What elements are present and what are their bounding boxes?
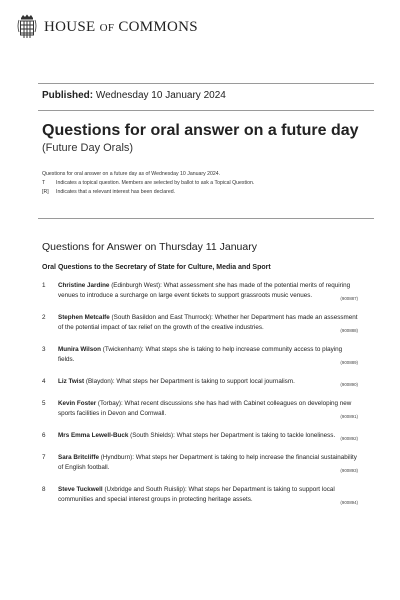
published-line — [42, 90, 226, 101]
section-heading: Questions for Answer on Thursday 11 January — [42, 241, 257, 253]
published-label: Published: — [42, 90, 94, 101]
notes-block — [42, 170, 372, 197]
question-text: What steps she is taking to help increase community access to playing fields. — [58, 346, 343, 363]
question-body — [58, 399, 358, 422]
divider-notes — [38, 218, 374, 219]
notes-intro: Questions for oral answer on a future day as of Wednesday 10 January 2024. — [42, 171, 221, 177]
member-constituency: (Blaydon): — [85, 378, 115, 385]
page-header — [16, 14, 198, 40]
question-number: 6 — [42, 432, 46, 439]
question-number: 2 — [42, 314, 46, 321]
question-reference: (900894) — [340, 500, 358, 505]
legend-row — [42, 188, 372, 197]
member-constituency: (South Basildon and East Thurrock): — [111, 314, 213, 321]
question-item — [42, 431, 358, 444]
question-number: 4 — [42, 378, 46, 385]
portcullis-logo-icon — [16, 14, 38, 40]
question-reference: (900893) — [340, 468, 358, 473]
member-name: Steve Tuckwell — [58, 486, 103, 493]
page-subtitle: (Future Day Orals) — [42, 142, 134, 154]
question-number: 8 — [42, 486, 46, 493]
legend-text: Indicates a topical question. Members are selected by ballot to ask a Topical Question. — [56, 180, 255, 186]
question-item — [42, 281, 358, 304]
legend-key: [R] — [42, 189, 49, 195]
commons-word: COMMONS — [118, 18, 198, 35]
house-of-commons-wordmark — [44, 19, 198, 36]
question-item — [42, 313, 358, 336]
question-item — [42, 345, 358, 368]
question-item — [42, 485, 358, 508]
question-number: 3 — [42, 346, 46, 353]
question-number: 5 — [42, 400, 46, 407]
question-text: What recent discussions she has had with Cabinet colleagues on developing new sports facilities in Devon and Cornwall. — [58, 400, 352, 417]
divider-top — [38, 83, 374, 84]
question-reference: (900887) — [340, 296, 358, 301]
member-constituency: (South Shields): — [130, 432, 175, 439]
question-item — [42, 377, 358, 390]
question-text: Whether her Department has made an assessment of the potential impact of tax relief on the growth of the creative industries. — [58, 314, 358, 331]
question-body — [58, 377, 358, 390]
member-constituency: (Hyndburn): — [100, 454, 134, 461]
divider-mid — [38, 110, 374, 111]
question-number: 1 — [42, 282, 46, 289]
question-reference: (900890) — [340, 382, 358, 387]
questions-list — [42, 281, 358, 517]
question-reference: (900891) — [340, 414, 358, 419]
member-constituency: (Edinburgh West): — [111, 282, 162, 289]
question-body — [58, 345, 358, 368]
question-number: 7 — [42, 454, 46, 461]
question-text: What steps her Department is taking to tackle loneliness. — [176, 432, 336, 439]
member-name: Kevin Foster — [58, 400, 97, 407]
question-body — [58, 431, 358, 444]
member-name: Liz Twist — [58, 378, 85, 385]
of-word: OF — [99, 21, 115, 34]
page-title: Questions for oral answer on a future day — [42, 122, 359, 139]
question-body — [58, 313, 358, 336]
member-constituency: (Twickenham): — [102, 346, 144, 353]
question-body — [58, 453, 358, 476]
member-name: Mrs Emma Lewell-Buck — [58, 432, 129, 439]
question-text: What steps her Department is taking to support local journalism. — [116, 378, 295, 385]
member-name: Sara Britcliffe — [58, 454, 99, 461]
question-text: What steps her Department is taking to help increase the financial sustainability of English football. — [58, 454, 357, 471]
department-heading: Oral Questions to the Secretary of State for Culture, Media and Sport — [42, 264, 271, 271]
question-body — [58, 281, 358, 304]
legend-text: Indicates that a relevant interest has been declared. — [56, 189, 176, 195]
member-constituency: (Torbay): — [97, 400, 123, 407]
legend-key: T — [42, 180, 46, 186]
member-name: Stephen Metcalfe — [58, 314, 110, 321]
question-item — [42, 453, 358, 476]
question-reference: (900888) — [340, 328, 358, 333]
question-text: What assessment she has made of the potential merits of requiring venues to introduce a surcharge on large event tickets to support grassroots music venues. — [58, 282, 351, 299]
question-item — [42, 399, 358, 422]
member-constituency: (Uxbridge and South Ruislip): — [104, 486, 187, 493]
published-date: Wednesday 10 January 2024 — [95, 90, 226, 101]
member-name: Christine Jardine — [58, 282, 110, 289]
member-name: Munira Wilson — [58, 346, 101, 353]
question-text: What steps her Department is taking to support local communities and special interest groups in protecting heritage assets. — [58, 486, 335, 503]
question-reference: (900892) — [340, 436, 358, 441]
question-body — [58, 485, 358, 508]
question-reference: (900889) — [340, 360, 358, 365]
house-word: HOUSE — [44, 18, 96, 35]
legend-row — [42, 179, 372, 188]
